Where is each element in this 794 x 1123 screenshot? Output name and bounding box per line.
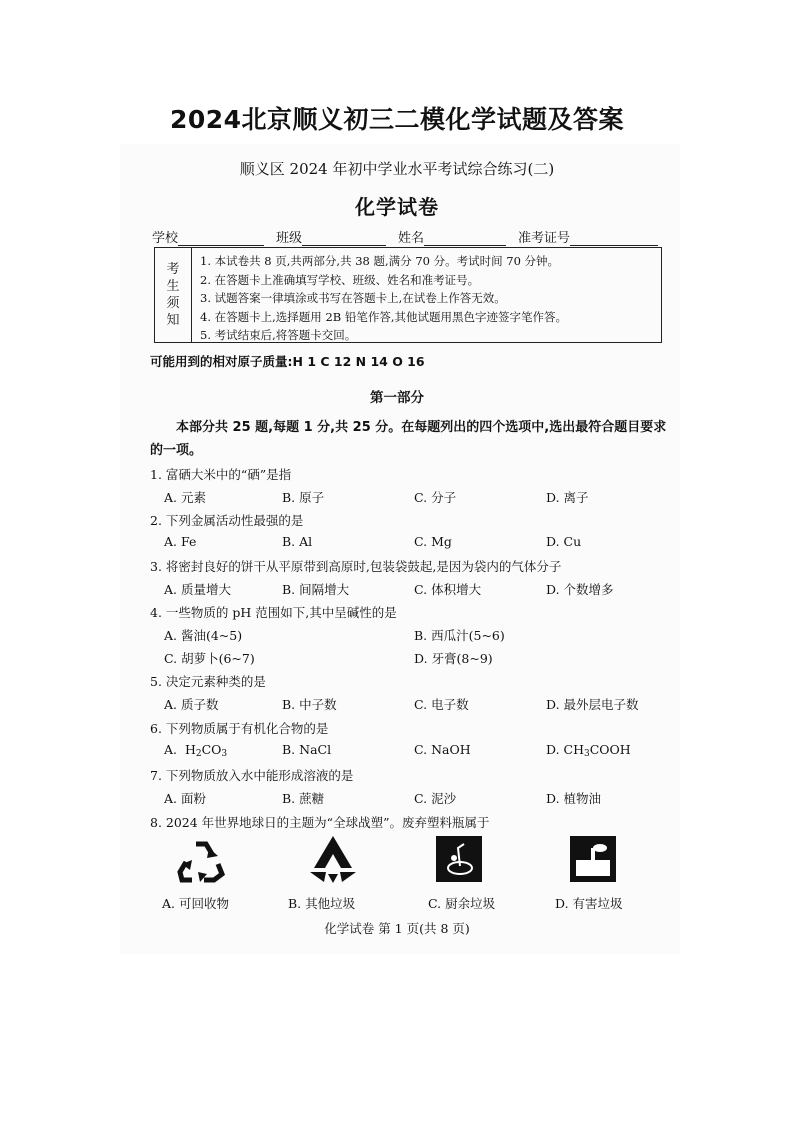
q1-option-b: B. 原子 <box>282 490 325 505</box>
school-field <box>152 227 264 246</box>
q3-option-d: D. 个数增多 <box>546 582 614 597</box>
kitchen-waste-icon <box>436 836 482 886</box>
question-6-stem: 6. 下列物质属于有机化合物的是 <box>150 721 329 736</box>
q6-option-c: C. NaOH <box>414 742 471 757</box>
q5-option-a: A. 质子数 <box>164 697 219 712</box>
question-8-stem: 8. 2024 年世界地球日的主题为“全球战塑”。废弃塑料瓶属于 <box>150 815 490 830</box>
q8-option-d: D. 有害垃圾 <box>555 896 623 911</box>
exam-id-field <box>518 227 658 246</box>
q6-option-b: B. NaCl <box>282 742 332 757</box>
name-blank <box>424 231 506 246</box>
part-one-instructions: 本部分共 25 题,每题 1 分,共 25 分。在每题列出的四个选项中,选出最符合题目要求的一项。 <box>150 420 667 458</box>
document-title: 2024北京顺义初三二模化学试题及答案 <box>169 105 625 134</box>
exam-id-label: 准考证号 <box>518 231 571 246</box>
q5-option-b: B. 中子数 <box>282 697 337 712</box>
q4-option-c: C. 胡萝卜(6~7) <box>164 651 255 666</box>
q2-option-d: D. Cu <box>546 534 582 549</box>
atomic-masses-line: 可能用到的相对原子质量:H 1 C 12 N 14 O 16 <box>150 354 425 369</box>
q2-option-a: A. Fe <box>164 534 197 549</box>
q6-option-a: A. $H_2CO_3$ <box>164 742 228 759</box>
question-3-stem: 3. 将密封良好的饼干从平原带到高原时,包装袋鼓起,是因为袋内的气体分子 <box>150 559 562 574</box>
q8-option-c: C. 厨余垃圾 <box>428 896 496 911</box>
question-1-stem: 1. 富硒大米中的“硒”是指 <box>150 467 292 482</box>
q8-option-b: B. 其他垃圾 <box>288 896 356 911</box>
notice-item: 3. 试题答案一律填涂或书写在答题卡上,在试卷上作答无效。 <box>200 291 506 305</box>
name-label: 姓名 <box>398 231 425 246</box>
q3-option-a: A. 质量增大 <box>164 582 231 597</box>
school-label: 学校 <box>152 231 179 246</box>
exam-id-blank <box>570 231 658 246</box>
other-waste-icon <box>308 834 358 888</box>
notice-label: 考 生 须 知 <box>155 248 192 342</box>
q4-option-d: D. 牙膏(8~9) <box>414 651 493 666</box>
q1-option-a: A. 元素 <box>164 490 206 505</box>
exam-subtitle: 顺义区 2024 年初中学业水平考试综合练习(二) <box>239 160 555 178</box>
question-4-stem: 4. 一些物质的 pH 范围如下,其中呈碱性的是 <box>150 605 397 620</box>
page-footer: 化学试卷 第 1 页(共 8 页) <box>324 921 470 936</box>
question-5-stem: 5. 决定元素种类的是 <box>150 674 266 689</box>
notice-item: 5. 考试结束后,将答题卡交回。 <box>200 328 357 342</box>
q2-option-c: C. Mg <box>414 534 452 549</box>
q4-option-a: A. 酱油(4~5) <box>164 628 243 643</box>
q7-option-d: D. 植物油 <box>546 791 602 806</box>
q7-option-a: A. 面粉 <box>164 791 206 806</box>
q7-option-c: C. 泥沙 <box>414 791 457 806</box>
notice-item: 4. 在答题卡上,选择题用 2B 铅笔作答,其他试题用黑色字迹签字笔作答。 <box>200 309 568 324</box>
q1-option-d: D. 离子 <box>546 490 589 505</box>
q4-option-b: B. 西瓜汁(5~6) <box>414 628 505 643</box>
q3-option-c: C. 体积增大 <box>414 582 482 597</box>
class-label: 班级 <box>276 231 303 246</box>
notice-item: 1. 本试卷共 8 页,共两部分,共 38 题,满分 70 分。考试时间 70 分钟。 <box>200 254 560 268</box>
student-info-row <box>152 227 658 246</box>
class-field <box>276 227 386 246</box>
q2-option-b: B. Al <box>282 534 313 549</box>
question-7-stem: 7. 下列物质放入水中能形成溶液的是 <box>150 768 354 783</box>
part-one-heading: 第一部分 <box>370 390 424 406</box>
q6-option-d: D. $CH_3COOH$ <box>546 742 631 759</box>
notice-items <box>192 248 567 342</box>
q5-option-c: C. 电子数 <box>414 697 469 712</box>
q3-option-b: B. 间隔增大 <box>282 582 350 597</box>
recyclable-icon <box>176 838 226 888</box>
school-blank <box>178 231 264 246</box>
exam-notice-box <box>154 247 662 343</box>
paper-title: 化学试卷 <box>355 195 439 219</box>
question-2-stem: 2. 下列金属活动性最强的是 <box>150 513 304 528</box>
hazardous-waste-icon <box>570 836 616 886</box>
class-blank <box>302 231 386 246</box>
q8-option-a: A. 可回收物 <box>162 896 229 911</box>
notice-item: 2. 在答题卡上准确填写学校、班级、姓名和准考证号。 <box>200 272 480 287</box>
name-field <box>398 227 506 246</box>
q7-option-b: B. 蔗糖 <box>282 791 325 806</box>
q1-option-c: C. 分子 <box>414 490 457 505</box>
q5-option-d: D. 最外层电子数 <box>546 697 639 712</box>
